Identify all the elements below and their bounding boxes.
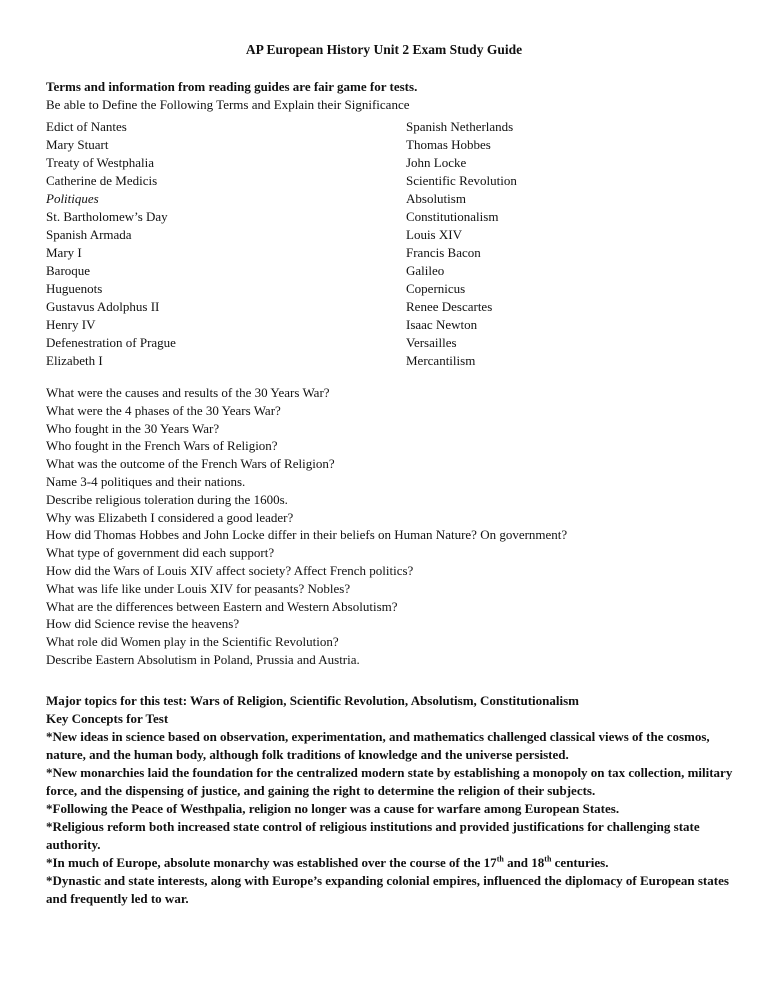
term-item: Huguenots	[46, 281, 103, 296]
term-item: St. Bartholomew’s Day	[46, 209, 168, 224]
key-concepts-section	[46, 692, 736, 908]
question-item: How did the Wars of Louis XIV affect society? Affect French politics?	[46, 562, 414, 578]
question-item: How did Thomas Hobbes and John Locke differ in their beliefs on Human Nature? On government?	[46, 527, 568, 543]
question-item: What was life like under Louis XIV for peasants? Nobles?	[46, 580, 351, 596]
term-item: Renee Descartes	[406, 299, 493, 314]
question-item: Why was Elizabeth I considered a good leader?	[46, 509, 294, 525]
question-item: What were the 4 phases of the 30 Years War?	[46, 402, 281, 418]
concept-text: and 18	[503, 855, 545, 870]
ordinal-suffix: th	[544, 854, 552, 864]
major-topics-line: Major topics for this test: Wars of Religion, Scientific Revolution, Absolutism, Constitutionalism	[46, 693, 579, 708]
term-item: Galileo	[406, 263, 445, 278]
concept-item: *New ideas in science based on observation, experimentation, and mathematics challenged classical views of the cosmos, nature, and the human body, although folk traditions of knowledge and the universe persisted.	[46, 729, 710, 762]
terms-instruction: Be able to Define the Following Terms and Explain their Significance	[46, 97, 410, 112]
term-item: Spanish Armada	[46, 227, 132, 242]
question-item: Name 3-4 politiques and their nations.	[46, 473, 246, 489]
terms-list	[46, 118, 736, 370]
concept-item	[46, 854, 736, 872]
term-item: John Locke	[406, 155, 467, 170]
question-item: What were the causes and results of the 30 Years War?	[46, 385, 330, 400]
question-item: How did Science revise the heavens?	[46, 616, 240, 632]
question-item: What type of government did each support?	[46, 545, 275, 561]
term-item: Copernicus	[406, 281, 466, 296]
page-title: AP European History Unit 2 Exam Study Guide	[245, 42, 523, 57]
concept-text: *In much of Europe, absolute monarchy was established over the course of the 17	[46, 855, 497, 870]
intro-notice	[46, 78, 736, 114]
terms-left-column	[46, 118, 346, 370]
term-item: Treaty of Westphalia	[46, 155, 154, 170]
term-item: Mary I	[46, 245, 82, 260]
question-item: Describe religious toleration during the 1600s.	[46, 491, 288, 507]
term-item: Baroque	[46, 263, 91, 278]
term-item: Politiques	[46, 191, 99, 206]
question-item: Describe Eastern Absolutism in Poland, Prussia and Austria.	[46, 651, 360, 667]
question-item: What was the outcome of the French Wars of Religion?	[46, 456, 335, 472]
terms-right-column	[406, 118, 706, 370]
term-item: Catherine de Medicis	[46, 173, 158, 188]
term-item: Defenestration of Prague	[46, 335, 176, 350]
concept-item: *Following the Peace of Westhpalia, religion no longer was a cause for warfare among European States.	[46, 801, 620, 816]
term-item: Gustavus Adolphus II	[46, 299, 160, 314]
term-item: Henry IV	[46, 317, 96, 332]
question-item: Who fought in the French Wars of Religion?	[46, 438, 278, 454]
term-item: Versailles	[406, 335, 457, 350]
term-item: Francis Bacon	[406, 245, 481, 260]
term-item: Mercantilism	[406, 353, 476, 368]
term-item: Constitutionalism	[406, 209, 499, 224]
study-questions	[46, 384, 736, 669]
ordinal-suffix: th	[496, 854, 504, 864]
term-item: Scientific Revolution	[406, 173, 517, 188]
term-item: Mary Stuart	[46, 137, 109, 152]
concept-item: *New monarchies laid the foundation for the centralized modern state by establishing a monopoly on tax collection, military force, and the dispensing of justice, and gaining the right to determine the religion of their subjects.	[46, 765, 733, 798]
term-item: Louis XIV	[406, 227, 462, 242]
term-item: Elizabeth I	[46, 353, 103, 368]
term-item: Thomas Hobbes	[406, 137, 491, 152]
term-item: Edict of Nantes	[46, 119, 127, 134]
concept-item: *Dynastic and state interests, along with Europe’s expanding colonial empires, influenced the diplomacy of European states and frequently led to war.	[46, 873, 729, 906]
term-item: Absolutism	[406, 191, 466, 206]
question-item: What are the differences between Eastern and Western Absolutism?	[46, 598, 398, 614]
reading-guide-notice: Terms and information from reading guides are fair game for tests.	[46, 79, 418, 94]
term-item: Spanish Netherlands	[406, 119, 514, 134]
key-concepts-heading: Key Concepts for Test	[46, 711, 169, 726]
concept-text: centuries.	[551, 855, 609, 870]
question-item: Who fought in the 30 Years War?	[46, 420, 220, 436]
concept-item: *Religious reform both increased state control of religious institutions and provided justifications for challenging state authority.	[46, 819, 700, 852]
term-item: Isaac Newton	[406, 317, 478, 332]
question-item: What role did Women play in the Scientific Revolution?	[46, 634, 339, 650]
